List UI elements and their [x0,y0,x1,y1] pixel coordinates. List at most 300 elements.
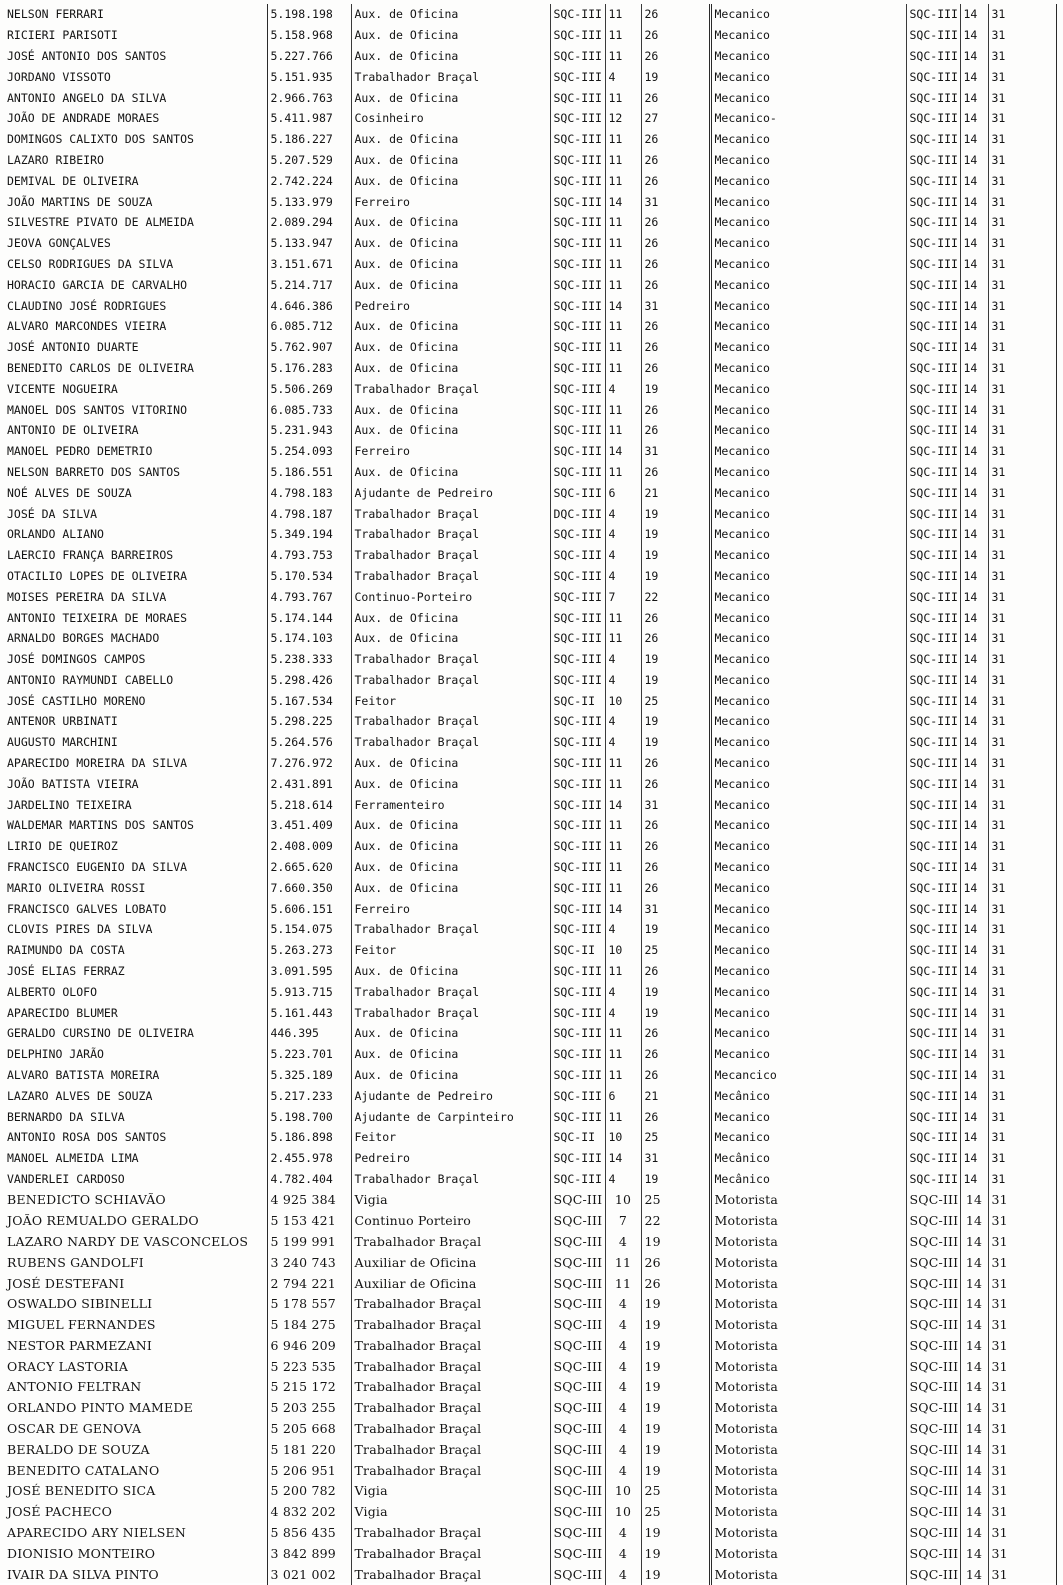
table-row [4,1169,1056,1190]
current-reference: SQC-III [550,1085,605,1106]
current-reference: SQC-III [550,233,605,254]
new-grade: 31 [988,1169,1056,1190]
new-position: Mecanico [710,628,906,649]
employee-name: ANTONIO ROSA DOS SANTOS [7,1130,167,1145]
new-position: Mecanico [710,295,906,316]
current-grade: 25 [641,690,710,711]
new-grade: 31 [988,1252,1056,1273]
register-body [4,4,1056,1585]
table-row [4,1335,1056,1356]
current-reference: SQC-III [550,1065,605,1086]
new-level: 14 [960,773,988,794]
new-position: Motorista [710,1460,906,1481]
employee-name: LAERCIO FRANÇA BARREIROS [7,548,174,563]
current-position: Trabalhador Braçal [351,1439,550,1460]
current-position: Ferramenteiro [351,794,550,815]
new-position: Mecanico [710,441,906,462]
new-grade: 31 [988,1377,1056,1398]
new-reference: SQC-III [906,1023,960,1044]
current-level: 11 [605,337,641,358]
current-reference: SQC-III [550,399,605,420]
new-grade: 31 [988,482,1056,503]
new-grade: 31 [988,378,1056,399]
new-grade: 31 [988,690,1056,711]
current-reference: SQC-III [550,4,605,25]
employee-name: JOSÉ DA SILVA [7,506,98,521]
new-reference: SQC-III [906,462,960,483]
current-reference: SQC-III [550,566,605,587]
table-row [4,898,1056,919]
new-level: 14 [960,46,988,67]
current-reference: SQC-III [550,1002,605,1023]
registration-number: 5.411.987 [267,108,351,129]
registration-number: 2.966.763 [267,87,351,108]
current-position: Aux. de Oficina [351,462,550,483]
new-reference: SQC-III [906,420,960,441]
new-level: 14 [960,1106,988,1127]
new-grade: 31 [988,1065,1056,1086]
current-position: Ferreiro [351,898,550,919]
new-position: Mecanico [710,670,906,691]
table-row [4,732,1056,753]
new-position: Mecanico [710,170,906,191]
current-grade: 26 [641,1106,710,1127]
current-position: Aux. de Oficina [351,233,550,254]
new-level: 14 [960,1564,988,1585]
current-grade: 26 [641,1252,710,1273]
new-level: 14 [960,545,988,566]
new-level: 14 [960,212,988,233]
current-level: 4 [605,1543,641,1564]
new-position: Mecanico [710,940,906,961]
current-reference: SQC-III [550,1231,605,1252]
registration-number: 5.151.935 [267,66,351,87]
employee-name: OSCAR DE GENOVA [7,1421,142,1437]
current-grade: 26 [641,150,710,171]
new-grade: 31 [988,1439,1056,1460]
new-grade: 31 [988,1106,1056,1127]
new-grade: 31 [988,794,1056,815]
current-position: Trabalhador Braçal [351,1543,550,1564]
new-position: Mecanico [710,399,906,420]
new-level: 14 [960,1293,988,1314]
current-reference: SQC-III [550,1522,605,1543]
new-grade: 31 [988,170,1056,191]
current-position: Trabalhador Braçal [351,1002,550,1023]
current-grade: 27 [641,108,710,129]
registration-number: 4.793.753 [267,545,351,566]
current-reference: SQC-III [550,753,605,774]
new-position: Mecanico [710,87,906,108]
current-reference: SQC-III [550,1023,605,1044]
current-reference: DQC-III [550,503,605,524]
current-grade: 19 [641,1293,710,1314]
new-level: 14 [960,524,988,545]
current-position: Aux. de Oficina [351,129,550,150]
current-grade: 19 [641,1397,710,1418]
new-grade: 31 [988,732,1056,753]
employee-name: RAIMUNDO DA COSTA [7,943,125,958]
new-reference: SQC-III [906,191,960,212]
new-reference: SQC-III [906,1169,960,1190]
current-level: 10 [605,1189,641,1210]
registration-number: 4.798.183 [267,482,351,503]
new-grade: 31 [988,316,1056,337]
current-position: Feitor [351,1127,550,1148]
new-level: 14 [960,1522,988,1543]
new-grade: 31 [988,1231,1056,1252]
current-position: Aux. de Oficina [351,337,550,358]
new-level: 14 [960,1377,988,1398]
current-grade: 25 [641,1127,710,1148]
employee-name: DOMINGOS CALIXTO DOS SANTOS [7,132,194,147]
current-reference: SQC-III [550,1460,605,1481]
table-row [4,1231,1056,1252]
new-position: Motorista [710,1252,906,1273]
new-level: 14 [960,108,988,129]
table-row [4,1314,1056,1335]
new-reference: SQC-III [906,1293,960,1314]
registration-number: 5.170.534 [267,566,351,587]
current-position: Aux. de Oficina [351,254,550,275]
new-position: Mecanico [710,129,906,150]
table-row [4,1106,1056,1127]
new-position: Mecanico [710,877,906,898]
current-position: Ferreiro [351,191,550,212]
employee-name: IVAIR DA SILVA PINTO [7,1566,159,1582]
new-grade: 31 [988,586,1056,607]
current-reference: SQC-III [550,794,605,815]
current-reference: SQC-III [550,25,605,46]
registration-number: 2.665.620 [267,857,351,878]
current-reference: SQC-III [550,1481,605,1502]
employee-name: JEOVA GONÇALVES [7,236,111,251]
new-position: Mecanico [710,607,906,628]
employee-name: ANTONIO TEIXEIRA DE MORAES [7,610,188,625]
new-grade: 31 [988,420,1056,441]
current-level: 4 [605,545,641,566]
new-reference: SQC-III [906,399,960,420]
new-reference: SQC-III [906,1210,960,1231]
current-grade: 25 [641,1189,710,1210]
new-reference: SQC-III [906,1335,960,1356]
new-grade: 31 [988,46,1056,67]
employee-name: MANOEL PEDRO DEMETRIO [7,444,153,459]
new-position: Motorista [710,1314,906,1335]
new-position: Mecanico [710,1002,906,1023]
current-grade: 19 [641,670,710,691]
registration-number: 2.431.891 [267,773,351,794]
table-row [4,836,1056,857]
new-reference: SQC-III [906,254,960,275]
new-grade: 31 [988,1564,1056,1585]
table-row [4,482,1056,503]
current-position: Trabalhador Braçal [351,981,550,1002]
employee-name: LAZARO ALVES DE SOUZA [7,1088,153,1103]
current-level: 11 [605,316,641,337]
current-grade: 25 [641,1481,710,1502]
employee-name: JOÃO DE ANDRADE MORAES [7,111,160,126]
new-reference: SQC-III [906,295,960,316]
new-level: 14 [960,295,988,316]
new-grade: 31 [988,919,1056,940]
current-level: 10 [605,940,641,961]
current-reference: SQC-III [550,545,605,566]
registration-number: 5 203 255 [267,1397,351,1418]
current-grade: 26 [641,337,710,358]
new-level: 14 [960,794,988,815]
current-position: Trabalhador Braçal [351,1335,550,1356]
current-level: 11 [605,857,641,878]
employee-name: GERALDO CURSINO DE OLIVEIRA [7,1026,194,1041]
registration-number: 2.408.009 [267,836,351,857]
new-level: 14 [960,462,988,483]
current-level: 14 [605,1148,641,1169]
new-level: 14 [960,441,988,462]
table-row [4,753,1056,774]
registration-number: 5.154.075 [267,919,351,940]
current-grade: 31 [641,1148,710,1169]
current-grade: 26 [641,1065,710,1086]
current-level: 12 [605,108,641,129]
new-level: 14 [960,586,988,607]
employee-name: DIONISIO MONTEIRO [7,1545,156,1561]
current-level: 4 [605,524,641,545]
new-position: Mecanico [710,191,906,212]
employee-name: VICENTE NOGUEIRA [7,381,118,396]
new-level: 14 [960,940,988,961]
registration-number: 5.506.269 [267,378,351,399]
registration-number: 5.186.227 [267,129,351,150]
current-level: 4 [605,378,641,399]
new-level: 14 [960,316,988,337]
employee-name: APARECIDO BLUMER [7,1005,118,1020]
employee-name: ANTONIO DE OLIVEIRA [7,423,139,438]
new-position: Mecanico [710,503,906,524]
current-grade: 26 [641,212,710,233]
registration-number: 5.218.614 [267,794,351,815]
current-position: Trabalhador Braçal [351,1522,550,1543]
new-position: Mecanico [710,482,906,503]
new-position: Mecanico [710,711,906,732]
registration-number: 5.762.907 [267,337,351,358]
new-reference: SQC-III [906,316,960,337]
current-level: 14 [605,191,641,212]
current-grade: 26 [641,46,710,67]
table-row [4,1377,1056,1398]
new-position: Mecanico [710,981,906,1002]
current-level: 14 [605,441,641,462]
current-reference: SQC-III [550,1169,605,1190]
current-position: Vigia [351,1189,550,1210]
current-position: Cosinheiro [351,108,550,129]
registration-number: 5 178 557 [267,1293,351,1314]
table-row [4,462,1056,483]
registration-number: 4.782.404 [267,1169,351,1190]
new-grade: 31 [988,1522,1056,1543]
current-level: 4 [605,1564,641,1585]
table-row [4,1543,1056,1564]
current-position: Aux. de Oficina [351,1044,550,1065]
current-grade: 19 [641,1002,710,1023]
table-row [4,940,1056,961]
current-reference: SQC-III [550,87,605,108]
new-position: Mecanico [710,25,906,46]
current-position: Trabalhador Braçal [351,1169,550,1190]
table-row [4,877,1056,898]
new-level: 14 [960,1044,988,1065]
table-row [4,794,1056,815]
employee-name: BENEDITO CARLOS DE OLIVEIRA [7,360,194,375]
current-grade: 19 [641,1169,710,1190]
current-reference: SQC-III [550,191,605,212]
current-level: 4 [605,1418,641,1439]
new-reference: SQC-III [906,1085,960,1106]
new-reference: SQC-III [906,1106,960,1127]
employee-name: MIGUEL FERNANDES [7,1317,156,1333]
registration-number: 5.214.717 [267,274,351,295]
new-position: Motorista [710,1439,906,1460]
current-grade: 26 [641,420,710,441]
table-row [4,233,1056,254]
current-grade: 19 [641,545,710,566]
employee-name: JOSÉ ANTONIO DOS SANTOS [7,48,167,63]
new-grade: 31 [988,66,1056,87]
new-reference: SQC-III [906,1564,960,1585]
current-position: Aux. de Oficina [351,316,550,337]
registration-number: 5 200 782 [267,1481,351,1502]
table-row [4,46,1056,67]
new-reference: SQC-III [906,1397,960,1418]
employee-name: JOSÉ DOMINGOS CAMPOS [7,652,146,667]
new-position: Mecânico [710,1148,906,1169]
current-position: Trabalhador Braçal [351,1293,550,1314]
new-position: Motorista [710,1293,906,1314]
new-position: Mecanico [710,233,906,254]
new-position: Mecanico [710,150,906,171]
new-position: Motorista [710,1273,906,1294]
current-reference: SQC-III [550,1314,605,1335]
new-position: Motorista [710,1397,906,1418]
current-level: 4 [605,981,641,1002]
new-position: Mecanico [710,690,906,711]
new-position: Mecanico [710,254,906,275]
new-level: 14 [960,981,988,1002]
current-reference: SQC-III [550,358,605,379]
current-grade: 19 [641,378,710,399]
current-position: Aux. de Oficina [351,4,550,25]
current-reference: SQC-III [550,1377,605,1398]
employee-name: NOÉ ALVES DE SOUZA [7,485,132,500]
registration-number: 5 856 435 [267,1522,351,1543]
current-level: 11 [605,358,641,379]
new-grade: 31 [988,940,1056,961]
current-position: Aux. de Oficina [351,773,550,794]
current-position: Aux. de Oficina [351,1065,550,1086]
new-grade: 31 [988,503,1056,524]
new-grade: 31 [988,1273,1056,1294]
new-position: Mecanico [710,794,906,815]
new-level: 14 [960,670,988,691]
new-grade: 31 [988,254,1056,275]
new-grade: 31 [988,274,1056,295]
current-reference: SQC-III [550,1189,605,1210]
employee-name: AUGUSTO MARCHINI [7,735,118,750]
table-row [4,1252,1056,1273]
table-row [4,586,1056,607]
table-row [4,170,1056,191]
table-row [4,1439,1056,1460]
employee-name: CLAUDINO JOSÉ RODRIGUES [7,298,167,313]
table-row [4,1564,1056,1585]
current-grade: 19 [641,524,710,545]
current-position: Feitor [351,690,550,711]
new-level: 14 [960,649,988,670]
table-row [4,150,1056,171]
current-grade: 26 [641,815,710,836]
new-grade: 31 [988,898,1056,919]
current-grade: 26 [641,358,710,379]
employee-name: JOSÉ ANTONIO DUARTE [7,340,139,355]
current-grade: 26 [641,233,710,254]
current-level: 4 [605,649,641,670]
new-position: Mecanico [710,566,906,587]
new-grade: 31 [988,191,1056,212]
current-reference: SQC-III [550,524,605,545]
current-level: 14 [605,794,641,815]
new-reference: SQC-III [906,940,960,961]
table-row [4,337,1056,358]
current-position: Aux. de Oficina [351,150,550,171]
new-position: Motorista [710,1377,906,1398]
current-reference: SQC-III [550,919,605,940]
current-level: 6 [605,1085,641,1106]
table-row [4,857,1056,878]
current-level: 11 [605,25,641,46]
new-reference: SQC-III [906,129,960,150]
current-position: Trabalhador Braçal [351,1314,550,1335]
table-row [4,399,1056,420]
new-reference: SQC-III [906,1273,960,1294]
current-grade: 26 [641,628,710,649]
new-reference: SQC-III [906,1314,960,1335]
table-row [4,441,1056,462]
new-grade: 31 [988,150,1056,171]
new-grade: 31 [988,877,1056,898]
new-grade: 31 [988,981,1056,1002]
employee-name: ARNALDO BORGES MACHADO [7,631,160,646]
current-reference: SQC-III [550,877,605,898]
current-level: 11 [605,1273,641,1294]
new-position: Motorista [710,1335,906,1356]
new-position: Motorista [710,1210,906,1231]
registration-number: 2 794 221 [267,1273,351,1294]
current-grade: 25 [641,940,710,961]
new-grade: 31 [988,1210,1056,1231]
new-grade: 31 [988,441,1056,462]
new-level: 14 [960,337,988,358]
new-position: Mecanico [710,1106,906,1127]
registration-number: 5.227.766 [267,46,351,67]
current-position: Trabalhador Braçal [351,1231,550,1252]
new-grade: 31 [988,1501,1056,1522]
new-reference: SQC-III [906,1439,960,1460]
new-position: Mecanico [710,358,906,379]
current-level: 11 [605,815,641,836]
new-reference: SQC-III [906,1231,960,1252]
current-position: Trabalhador Braçal [351,1460,550,1481]
current-reference: SQC-III [550,836,605,857]
